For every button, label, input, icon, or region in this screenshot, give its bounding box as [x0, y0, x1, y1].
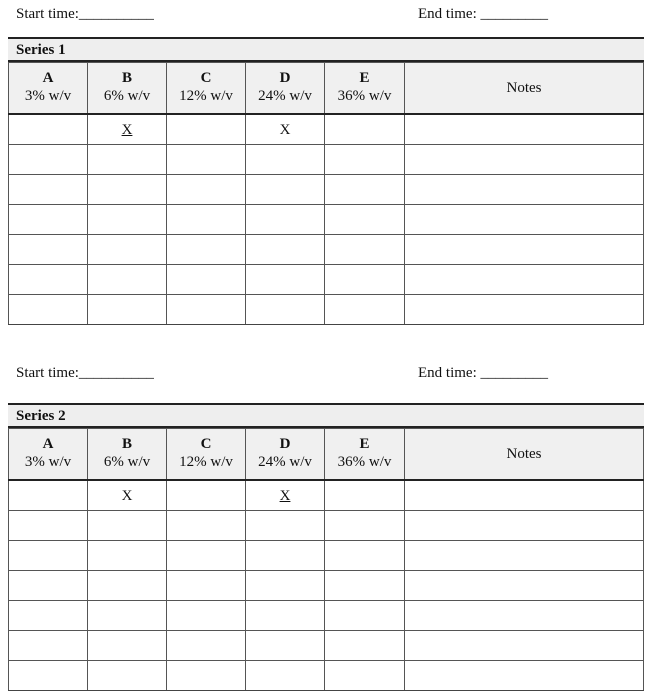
table-cell[interactable]	[325, 175, 405, 205]
table-cell[interactable]	[246, 295, 325, 325]
table-cell[interactable]	[88, 480, 167, 511]
series-2-time-line	[16, 363, 576, 383]
table-cell[interactable]	[246, 541, 325, 571]
table-cell[interactable]	[325, 480, 405, 511]
column-header-e: E 36% w/v	[325, 63, 405, 115]
table-cell[interactable]	[246, 114, 325, 145]
table-cell[interactable]	[167, 175, 246, 205]
table-cell[interactable]	[9, 601, 88, 631]
table-cell[interactable]	[88, 571, 167, 601]
start-time-label: Start time:__________	[16, 365, 154, 381]
table-cell[interactable]	[246, 511, 325, 541]
end-time-label: End time: _________	[418, 6, 548, 22]
table-cell[interactable]	[9, 541, 88, 571]
table-row	[9, 571, 644, 601]
header-row	[9, 429, 644, 481]
table-cell[interactable]	[246, 661, 325, 691]
table-row	[9, 114, 644, 145]
table-cell[interactable]	[167, 295, 246, 325]
table-cell[interactable]	[88, 295, 167, 325]
table-cell[interactable]	[167, 145, 246, 175]
column-header-notes: Notes	[405, 429, 644, 481]
series-1-time-line	[16, 4, 576, 24]
table-cell[interactable]	[246, 205, 325, 235]
notes-cell[interactable]	[405, 295, 644, 325]
table-cell[interactable]	[9, 114, 88, 145]
table-cell[interactable]	[88, 235, 167, 265]
table-cell[interactable]	[167, 661, 246, 691]
table-cell[interactable]	[167, 511, 246, 541]
table-cell[interactable]	[325, 235, 405, 265]
table-cell[interactable]	[88, 541, 167, 571]
table-cell[interactable]	[167, 235, 246, 265]
column-header-a: A 3% w/v	[9, 429, 88, 481]
table-cell[interactable]	[167, 631, 246, 661]
table-row	[9, 601, 644, 631]
table-cell[interactable]	[167, 205, 246, 235]
table-row	[9, 295, 644, 325]
table-cell[interactable]	[9, 175, 88, 205]
series-2-section	[8, 403, 644, 691]
table-cell[interactable]	[9, 295, 88, 325]
table-cell[interactable]	[9, 265, 88, 295]
table-cell[interactable]	[325, 265, 405, 295]
table-cell[interactable]	[88, 145, 167, 175]
notes-cell[interactable]	[405, 175, 644, 205]
table-cell[interactable]	[88, 265, 167, 295]
table-cell[interactable]	[88, 175, 167, 205]
notes-cell[interactable]	[405, 571, 644, 601]
series-title: Series 1	[8, 37, 644, 62]
notes-cell[interactable]	[405, 480, 644, 511]
table-cell[interactable]	[246, 265, 325, 295]
table-cell[interactable]	[167, 265, 246, 295]
notes-cell[interactable]	[405, 631, 644, 661]
table-cell[interactable]	[246, 571, 325, 601]
table-cell[interactable]	[325, 295, 405, 325]
table-cell[interactable]	[9, 661, 88, 691]
x-mark: X	[279, 121, 291, 138]
table-cell[interactable]	[167, 541, 246, 571]
notes-cell[interactable]	[405, 235, 644, 265]
table-cell[interactable]	[88, 114, 167, 145]
series-1-section	[8, 37, 644, 325]
table-cell[interactable]	[88, 661, 167, 691]
table-cell[interactable]	[9, 480, 88, 511]
table-cell[interactable]	[9, 511, 88, 541]
table-cell[interactable]	[9, 571, 88, 601]
table-row	[9, 145, 644, 175]
table-cell[interactable]	[246, 175, 325, 205]
table-cell[interactable]	[88, 511, 167, 541]
column-header-b: B 6% w/v	[88, 63, 167, 115]
table-cell[interactable]	[9, 631, 88, 661]
table-cell[interactable]	[9, 145, 88, 175]
x-mark: X	[279, 487, 291, 504]
notes-cell[interactable]	[405, 265, 644, 295]
notes-cell[interactable]	[405, 541, 644, 571]
column-header-notes: Notes	[405, 63, 644, 115]
table-cell[interactable]	[325, 661, 405, 691]
table-row	[9, 265, 644, 295]
table-cell[interactable]	[88, 205, 167, 235]
column-header-e: E 36% w/v	[325, 429, 405, 481]
end-time-label: End time: _________	[418, 365, 548, 381]
notes-cell[interactable]	[405, 601, 644, 631]
table-cell[interactable]	[246, 480, 325, 511]
notes-cell[interactable]	[405, 511, 644, 541]
notes-cell[interactable]	[405, 145, 644, 175]
table-row	[9, 235, 644, 265]
table-cell[interactable]	[325, 145, 405, 175]
x-mark: X	[121, 121, 133, 138]
table-cell[interactable]	[246, 601, 325, 631]
table-row	[9, 631, 644, 661]
x-mark: X	[121, 487, 133, 504]
table-row	[9, 541, 644, 571]
notes-cell[interactable]	[405, 114, 644, 145]
table-cell[interactable]	[246, 235, 325, 265]
table-cell[interactable]	[246, 631, 325, 661]
table-row	[9, 175, 644, 205]
table-cell[interactable]	[167, 114, 246, 145]
table-row	[9, 480, 644, 511]
table-cell[interactable]	[167, 601, 246, 631]
notes-cell[interactable]	[405, 205, 644, 235]
table-cell[interactable]	[167, 571, 246, 601]
series-1-table	[8, 62, 644, 325]
table-cell[interactable]	[246, 145, 325, 175]
table-cell[interactable]	[325, 571, 405, 601]
column-header-b: B 6% w/v	[88, 429, 167, 481]
table-cell[interactable]	[325, 541, 405, 571]
table-cell[interactable]	[88, 631, 167, 661]
column-header-c: C 12% w/v	[167, 63, 246, 115]
table-cell[interactable]	[9, 235, 88, 265]
table-cell[interactable]	[325, 205, 405, 235]
table-cell[interactable]	[325, 511, 405, 541]
table-cell[interactable]	[167, 480, 246, 511]
header-row	[9, 63, 644, 115]
series-title: Series 2	[8, 403, 644, 428]
column-header-a: A 3% w/v	[9, 63, 88, 115]
series-2-table	[8, 428, 644, 691]
column-header-d: D 24% w/v	[246, 429, 325, 481]
table-cell[interactable]	[88, 601, 167, 631]
table-row	[9, 511, 644, 541]
column-header-c: C 12% w/v	[167, 429, 246, 481]
start-time-label: Start time:__________	[16, 6, 154, 22]
column-header-d: D 24% w/v	[246, 63, 325, 115]
table-row	[9, 205, 644, 235]
table-row	[9, 661, 644, 691]
table-cell[interactable]	[9, 205, 88, 235]
notes-cell[interactable]	[405, 661, 644, 691]
table-cell[interactable]	[325, 601, 405, 631]
table-cell[interactable]	[325, 631, 405, 661]
table-cell[interactable]	[325, 114, 405, 145]
